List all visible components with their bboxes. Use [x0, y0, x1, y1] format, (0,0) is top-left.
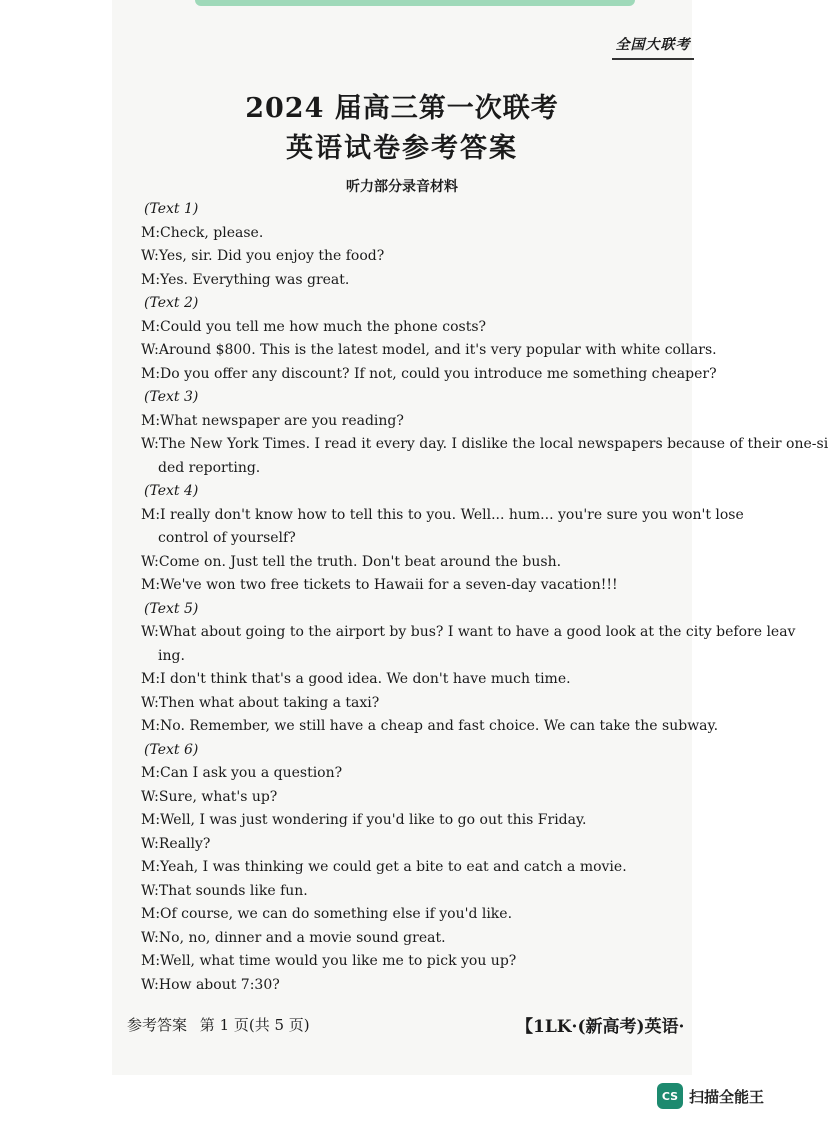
transcript-line: M:Well, I was just wondering if you'd like to go out this Friday.: [141, 812, 587, 828]
text-label: (Text 5): [144, 601, 199, 617]
transcript-line: M:I really don't know how to tell this to you. Well... hum... you're sure you won't lose: [141, 507, 744, 523]
page-number: 第 1 页(共 5 页): [199, 1016, 310, 1034]
transcript-line: M:Of course, we can do something else if you'd like.: [141, 906, 513, 922]
scanner-badge-text: 扫描全能王: [689, 1087, 765, 1106]
transcript-line: W:How about 7:30?: [141, 977, 280, 993]
transcript-line: W:Come on. Just tell the truth. Don't beat around the bush.: [141, 554, 562, 570]
answer-key-title: 英语试卷参考答案: [286, 133, 518, 164]
transcript-line: M:No. Remember, we still have a cheap and fast choice. We can take the subway.: [141, 718, 719, 734]
transcript-line: M:Do you offer any discount? If not, could you introduce me something cheaper?: [141, 366, 717, 382]
footer-left: [127, 1014, 318, 1035]
transcript-line: M:Well, what time would you like me to pick you up?: [141, 953, 517, 969]
footer-label: 参考答案: [127, 1016, 188, 1034]
camscanner-icon: CS: [657, 1083, 683, 1109]
transcript-line: ing.: [158, 648, 185, 664]
text-label: (Text 1): [144, 201, 199, 217]
footer-code: 【1LK·(新高考)英语·: [516, 1017, 685, 1037]
text-label: (Text 6): [144, 742, 199, 758]
transcript-line: W:Around $800. This is the latest model, and it's very popular with white collars.: [141, 342, 717, 358]
text-label: (Text 2): [144, 295, 199, 311]
transcript-line: M:Yes. Everything was great.: [141, 272, 350, 288]
transcript-line: M:What newspaper are you reading?: [141, 413, 404, 429]
section-subtitle: 听力部分录音材料: [346, 179, 458, 195]
text-label: (Text 3): [144, 389, 199, 405]
transcript-line: M:Can I ask you a question?: [141, 765, 343, 781]
transcript-line: W:Sure, what's up?: [141, 789, 278, 805]
transcript-line: W:Then what about taking a taxi?: [141, 695, 380, 711]
transcript-line: W:Really?: [141, 836, 211, 852]
text-label: (Text 4): [144, 483, 199, 499]
transcript-line: M:Yeah, I was thinking we could get a bite to eat and catch a movie.: [141, 859, 627, 875]
exam-title: 2024 届高三第一次联考: [245, 93, 559, 124]
transcript-line: ded reporting.: [158, 460, 261, 476]
transcript-line: M:Could you tell me how much the phone costs?: [141, 319, 487, 335]
transcript-line: W:Yes, sir. Did you enjoy the food?: [141, 248, 385, 264]
transcript-line: M:I don't think that's a good idea. We don't have much time.: [141, 671, 571, 687]
transcript-line: control of yourself?: [158, 530, 296, 546]
transcript-line: M:Check, please.: [141, 225, 264, 241]
transcript-line: W:What about going to the airport by bus? I want to have a good look at the city before leav: [141, 624, 796, 640]
transcript-line: W:No, no, dinner and a movie sound great.: [141, 930, 446, 946]
transcript-line: W:The New York Times. I read it every day. I dislike the local newspapers because of their one-si: [141, 436, 828, 452]
transcript-line: M:We've won two free tickets to Hawaii for a seven-day vacation!!!: [141, 577, 618, 593]
scanner-badge: [657, 1082, 764, 1110]
corner-tag: 全国大联考: [612, 32, 694, 60]
transcript-line: W:That sounds like fun.: [141, 883, 308, 899]
